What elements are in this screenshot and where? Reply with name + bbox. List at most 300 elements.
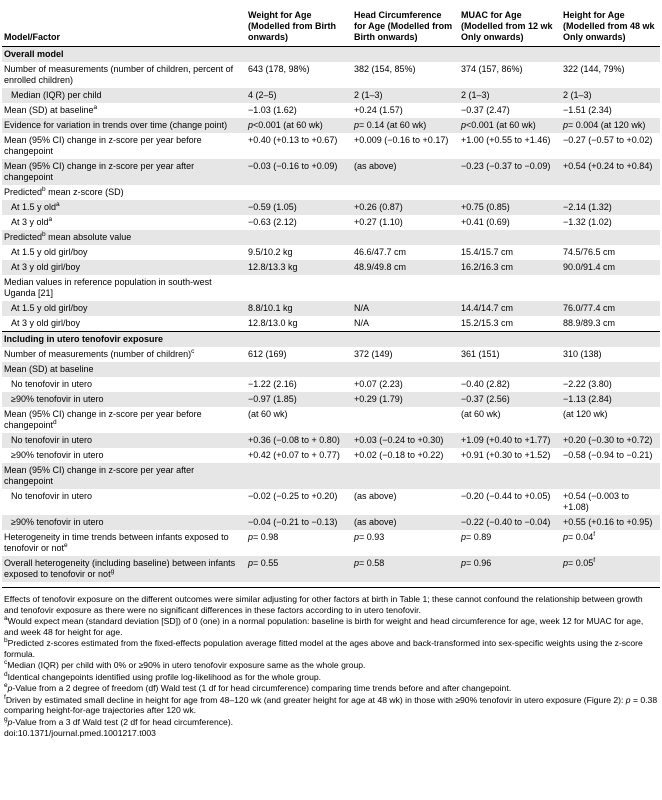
cell-text: 90.0/91.4 cm [563, 262, 616, 272]
cell-text: N/A [354, 318, 370, 328]
cell-value [246, 362, 352, 377]
cell-value [459, 392, 561, 407]
row-label-text: Number of measurements (number of children) [4, 349, 192, 359]
footnote-b: $^b$Predicted z-scores estimated from the fixed-effects population average fitted model at the ages above and back-transformed into sex-specific weights using the z-score formula. [4, 637, 643, 659]
cell-text: 88.9/89.3 cm [563, 318, 616, 328]
row-label-text: Mean (SD) at baseline [4, 105, 94, 115]
cell-value [561, 230, 660, 245]
footnote-marker: f [593, 557, 596, 564]
cell-text: −0.03 (−0.16 to +0.09) [248, 161, 338, 171]
results-table [2, 8, 660, 582]
cell-value [352, 556, 459, 582]
table-row [2, 316, 660, 332]
footnote-marker: b [42, 231, 46, 238]
row-label [2, 200, 246, 215]
cell-value [561, 433, 660, 448]
table-row [2, 245, 660, 260]
cell-value [246, 530, 352, 556]
row-label [2, 362, 246, 377]
cell-value [561, 463, 660, 489]
cell-value [352, 275, 459, 301]
table-row [2, 347, 660, 362]
row-label-text: At 1.5 y old [11, 202, 57, 212]
cell-value [352, 301, 459, 316]
cell-text: = 0.96 [466, 558, 492, 568]
row-label-text: Evidence for variation in trends over time (change point) [4, 120, 228, 130]
cell-value [459, 275, 561, 301]
cell-text: +0.54 (+0.24 to +0.84) [563, 161, 653, 171]
cell-text: = 0.55 [253, 558, 279, 568]
row-label-text: No tenofovir in utero [11, 491, 93, 501]
p-symbol: p [248, 120, 254, 130]
cell-text: 643 (178, 98%) [248, 64, 310, 74]
cell-value [246, 301, 352, 316]
row-label [2, 556, 246, 582]
p-symbol: p [354, 532, 360, 542]
cell-text: (at 120 wk) [563, 409, 608, 419]
cell-value [459, 530, 561, 556]
cell-value [352, 392, 459, 407]
cell-text: 12.8/13.3 kg [248, 262, 298, 272]
cell-text: +0.03 (−0.24 to +0.30) [354, 435, 444, 445]
cell-value [459, 185, 561, 200]
cell-value [561, 62, 660, 88]
cell-text: 322 (144, 79%) [563, 64, 625, 74]
cell-text: −0.59 (1.05) [248, 202, 297, 212]
cell-value [561, 301, 660, 316]
row-label-text: Predicted [4, 187, 43, 197]
cell-value [561, 489, 660, 515]
table-row [2, 88, 660, 103]
cell-value [561, 556, 660, 582]
cell-value [246, 275, 352, 301]
cell-text: −0.40 (2.82) [461, 379, 510, 389]
cell-value [246, 489, 352, 515]
cell-value [459, 463, 561, 489]
cell-text: −1.32 (1.02) [563, 217, 612, 227]
cell-text: 74.5/76.5 cm [563, 247, 616, 257]
footnote-g-text: -Value from a 3 df Wald test (2 df for head circumference). [12, 716, 234, 727]
row-label-text: At 3 y old girl/boy [11, 262, 81, 272]
cell-text: −0.02 (−0.25 to +0.20) [248, 491, 338, 501]
p-symbol: p [461, 558, 467, 568]
p-symbol: p [563, 558, 569, 568]
cell-value [459, 362, 561, 377]
row-label-text: ≥90% tenofovir in utero [11, 394, 104, 404]
cell-text: 612 (169) [248, 349, 287, 359]
row-label-text: Mean (95% CI) change in z-score per year before changepoint [4, 135, 202, 156]
cell-text: +0.27 (1.10) [354, 217, 403, 227]
cell-value [352, 230, 459, 245]
row-label-text: At 3 y old girl/boy [11, 318, 81, 328]
cell-value [459, 215, 561, 230]
cell-text: +0.91 (+0.30 to +1.52) [461, 450, 551, 460]
cell-text: 15.2/15.3 cm [461, 318, 514, 328]
p-symbol: p [461, 120, 467, 130]
p-symbol: p [248, 532, 254, 542]
cell-value [459, 62, 561, 88]
footnote-marker: a [56, 201, 60, 208]
cell-value [561, 316, 660, 332]
row-label-text: No tenofovir in utero [11, 379, 93, 389]
row-label-text: Predicted [4, 232, 43, 242]
cell-value [459, 103, 561, 118]
table-header-row [2, 8, 660, 47]
footnote-marker: b [42, 186, 46, 193]
cell-value [459, 556, 561, 582]
cell-value [561, 215, 660, 230]
row-label [2, 159, 246, 185]
cell-text: −0.20 (−0.44 to +0.05) [461, 491, 551, 501]
cell-value [246, 515, 352, 530]
row-label [2, 103, 246, 118]
footnote-d-text: Identical changepoints identified using profile log-likelihood as for the whole group. [7, 671, 322, 682]
cell-text: −0.23 (−0.37 to −0.09) [461, 161, 551, 171]
row-label-text: No tenofovir in utero [11, 435, 93, 445]
table-row [2, 200, 660, 215]
cell-value [561, 260, 660, 275]
cell-text: +0.20 (−0.30 to +0.72) [563, 435, 653, 445]
footnote-intro-text: Effects of tenofovir exposure on the different outcomes were similar adjusting for other factors at birth in Table 1; these cannot confound the relationship between growth and tenofovir exposure as there were no significant differences in these factors according to in utero tenofovir. [4, 594, 643, 615]
cell-value [459, 245, 561, 260]
table-footnotes [2, 587, 660, 739]
cell-value [246, 118, 352, 133]
cell-text: 14.4/14.7 cm [461, 303, 514, 313]
row-label [2, 407, 246, 433]
cell-text: +0.40 (+0.13 to +0.67) [248, 135, 338, 145]
cell-text: 15.4/15.7 cm [461, 247, 514, 257]
row-label [2, 448, 246, 463]
footnote-f: $^f$Driven by estimated small decline in height for age from 48–120 wk (and greater height for age at 48 wk) in those with ≥90% tenofovir in utero exposure (Figure 2): p = 0.38 comparing height-for-age trajectories after 120 wk. [4, 693, 658, 715]
cell-text: −0.22 (−0.40 to −0.04) [461, 517, 551, 527]
cell-value [561, 530, 660, 556]
cell-value [459, 316, 561, 332]
cell-text: = 0.004 (at 120 wk) [568, 120, 646, 130]
cell-text: (as above) [354, 161, 397, 171]
cell-text: −0.04 (−0.21 to −0.13) [248, 517, 338, 527]
p-symbol: p [354, 558, 360, 568]
cell-value [246, 463, 352, 489]
row-label-text: Heterogeneity in time trends between infants exposed to tenofovir or not [4, 532, 229, 553]
cell-value [459, 377, 561, 392]
row-label-text: At 1.5 y old girl/boy [11, 303, 88, 313]
cell-value [352, 448, 459, 463]
row-label-text: Overall model [4, 49, 64, 59]
row-label [2, 316, 246, 332]
cell-text: −1.13 (2.84) [563, 394, 612, 404]
row-label [2, 433, 246, 448]
table-row [2, 215, 660, 230]
cell-text: 9.5/10.2 kg [248, 247, 293, 257]
cell-text: +0.75 (0.85) [461, 202, 510, 212]
row-label-text-cont: mean absolute value [45, 232, 132, 242]
row-label [2, 62, 246, 88]
cell-value [352, 215, 459, 230]
cell-text: −0.63 (2.12) [248, 217, 297, 227]
row-label [2, 377, 246, 392]
table-row [2, 260, 660, 275]
p-symbol: p [248, 558, 254, 568]
header-weight: Weight for Age (Modelled from Birth onwards) [248, 10, 336, 42]
footnote-d: $^d$Identical changepoints identified using profile log-likelihood as for the whole group. [4, 670, 322, 682]
table-row [2, 489, 660, 515]
header-muac: MUAC for Age (Modelled from 12 wk Only onwards) [461, 10, 553, 42]
cell-value [246, 407, 352, 433]
table-row [2, 407, 660, 433]
footnote-marker: a [48, 216, 53, 223]
footnote-f-text: Driven by estimated small decline in height for age from 48–120 wk (and greater height for age at 48 wk) in those with ≥90% tenofovir in utero exposure (Figure 2): [5, 694, 626, 705]
cell-value [561, 200, 660, 215]
cell-text: +0.42 (+0.07 to + 0.77) [248, 450, 340, 460]
cell-value [352, 118, 459, 133]
table-row [2, 185, 660, 200]
footnote-marker: e [64, 542, 68, 549]
table-row [2, 133, 660, 159]
cell-value [561, 245, 660, 260]
table-row [2, 159, 660, 185]
cell-value [352, 463, 459, 489]
row-label-text: Overall heterogeneity (including baseline) between infants exposed to tenofovir or not [4, 558, 236, 579]
footnote-e-text: -Value from a 2 degree of freedom (df) Wald test (1 df for head circumference) comparing time trends before and after changepoint. [12, 683, 512, 693]
row-label-text: Mean (SD) at baseline [4, 364, 94, 374]
cell-value [459, 433, 561, 448]
table-row [2, 103, 660, 118]
table-row [2, 118, 660, 133]
row-label-text: ≥90% tenofovir in utero [11, 450, 104, 460]
footnote-a-text: Would expect mean (standard deviation [SD]) of 0 (one) in a normal population: baseline is birth for weight and head circumference for age, week 12 for MUAC for age, and week 48 for height for age. [4, 616, 644, 637]
row-label-text: Median (IQR) per child [11, 90, 102, 100]
cell-value [561, 185, 660, 200]
row-label [2, 133, 246, 159]
cell-value [246, 62, 352, 88]
cell-text: (at 60 wk) [248, 409, 288, 419]
header-head: Head Circumference for Age (Modelled from Birth onwards) [354, 10, 453, 42]
cell-text: (at 60 wk) [461, 409, 501, 419]
cell-value [246, 230, 352, 245]
cell-text: +0.26 (0.87) [354, 202, 403, 212]
row-label [2, 260, 246, 275]
cell-value [459, 407, 561, 433]
cell-text: +0.36 (−0.08 to + 0.80) [248, 435, 340, 445]
footnote-marker: f [593, 531, 596, 538]
row-label [2, 245, 246, 260]
cell-value [352, 245, 459, 260]
footnote-c-text: Median (IQR) per child with 0% or ≥90% in utero tenofovir exposure same as the whole group. [7, 660, 366, 670]
cell-text: = 0.05$^f$ [568, 557, 596, 568]
table-body [2, 47, 660, 583]
table-row [2, 392, 660, 407]
table-row [2, 448, 660, 463]
cell-value [459, 448, 561, 463]
row-label-text: Mean (95% CI) change in z-score per year before changepoint [4, 409, 202, 430]
cell-value [352, 362, 459, 377]
cell-text: −0.37 (2.56) [461, 394, 510, 404]
cell-value [352, 62, 459, 88]
cell-text: +0.41 (0.69) [461, 217, 510, 227]
cell-text: 76.0/77.4 cm [563, 303, 616, 313]
cell-value [352, 347, 459, 362]
cell-value [459, 301, 561, 316]
cell-value [561, 448, 660, 463]
cell-text: (as above) [354, 517, 397, 527]
cell-text: = 0.14 (at 60 wk) [359, 120, 427, 130]
cell-text: = 0.58 [359, 558, 385, 568]
p-symbol: p [354, 120, 360, 130]
cell-value [246, 448, 352, 463]
cell-text: 382 (154, 85%) [354, 64, 416, 74]
cell-text: +0.02 (−0.18 to +0.22) [354, 450, 444, 460]
cell-value [352, 515, 459, 530]
cell-value [352, 200, 459, 215]
cell-text: +0.55 (+0.16 to +0.95) [563, 517, 653, 527]
footnote-c: $^c$Median (IQR) per child with 0% or ≥90% in utero tenofovir exposure same as the whole group. [4, 659, 366, 670]
cell-text: 8.8/10.1 kg [248, 303, 293, 313]
row-label-text: ≥90% tenofovir in utero [11, 517, 104, 527]
cell-value [352, 489, 459, 515]
cell-value [352, 185, 459, 200]
cell-value [246, 347, 352, 362]
cell-value [459, 159, 561, 185]
cell-text: = 0.93 [359, 532, 385, 542]
cell-text: = 0.04$^f$ [568, 531, 596, 542]
cell-value [246, 260, 352, 275]
footnote-intro [4, 594, 658, 615]
footnote-marker: c [191, 348, 195, 355]
cell-value [561, 88, 660, 103]
section-row [2, 47, 660, 63]
footnote-marker: g [110, 568, 115, 575]
cell-value [246, 88, 352, 103]
cell-value [459, 88, 561, 103]
cell-value [246, 159, 352, 185]
cell-text: <0.001 (at 60 wk) [253, 120, 323, 130]
table-row [2, 62, 660, 88]
cell-value [352, 377, 459, 392]
footnote-g: $^g$p-Value from a 3 df Wald test (2 df for head circumference). [4, 715, 234, 727]
cell-text: 310 (138) [563, 349, 602, 359]
cell-value [246, 556, 352, 582]
cell-value [561, 118, 660, 133]
cell-text: +1.00 (+0.55 to +1.46) [461, 135, 551, 145]
cell-value [246, 392, 352, 407]
table-row [2, 433, 660, 448]
cell-value [561, 133, 660, 159]
row-label [2, 463, 246, 489]
row-label [2, 230, 246, 245]
cell-value [246, 185, 352, 200]
cell-text: −0.58 (−0.94 to −0.21) [563, 450, 653, 460]
row-label-text: Median values in reference population in south-west Uganda [21] [4, 277, 212, 298]
row-label [2, 530, 246, 556]
cell-text: 2 (1–3) [354, 90, 383, 100]
cell-value [459, 515, 561, 530]
cell-value [459, 200, 561, 215]
cell-text: +0.29 (1.79) [354, 394, 403, 404]
cell-text: 361 (151) [461, 349, 500, 359]
footnote-e: $^e$p-Value from a 2 degree of freedom (df) Wald test (1 df for head circumference) comparing time trends before and after changepoint. [4, 682, 512, 693]
cell-text: −0.27 (−0.57 to +0.02) [563, 135, 653, 145]
footnote-f2-text: = 0.38 comparing height-for-age trajectories after 120 wk. [4, 694, 658, 715]
doi-link[interactable] [4, 728, 658, 739]
cell-value [246, 433, 352, 448]
row-label-text: Number of measurements (number of children, percent of enrolled children) [4, 64, 234, 85]
row-label-text-cont: mean z-score (SD) [45, 187, 124, 197]
cell-value [246, 215, 352, 230]
cell-value [352, 88, 459, 103]
header-model: Model/Factor [4, 32, 61, 42]
cell-value [352, 407, 459, 433]
row-label-text: At 1.5 y old girl/boy [11, 247, 88, 257]
row-label [2, 332, 660, 348]
table-row [2, 515, 660, 530]
cell-text: −2.22 (3.80) [563, 379, 612, 389]
cell-text: 16.2/16.3 cm [461, 262, 514, 272]
cell-value [352, 530, 459, 556]
cell-value [459, 347, 561, 362]
table-row [2, 530, 660, 556]
cell-value [352, 103, 459, 118]
row-label-text: At 3 y old [11, 217, 49, 227]
cell-value [246, 377, 352, 392]
table-row [2, 377, 660, 392]
cell-text: 46.6/47.7 cm [354, 247, 407, 257]
cell-value [459, 260, 561, 275]
table-row [2, 275, 660, 301]
table-row [2, 301, 660, 316]
cell-text: +0.07 (2.23) [354, 379, 403, 389]
p-symbol: p [563, 532, 569, 542]
cell-text: N/A [354, 303, 370, 313]
row-label [2, 88, 246, 103]
row-label [2, 118, 246, 133]
cell-value [246, 200, 352, 215]
table-row [2, 463, 660, 489]
cell-text: −2.14 (1.32) [563, 202, 612, 212]
cell-value [561, 407, 660, 433]
cell-text: 2 (1–3) [563, 90, 592, 100]
cell-text: −0.97 (1.85) [248, 394, 297, 404]
cell-value [246, 316, 352, 332]
cell-text: = 0.98 [253, 532, 279, 542]
cell-text: −1.03 (1.62) [248, 105, 297, 115]
footnote-a: $^a$Would expect mean (standard deviation [SD]) of 0 (one) in a normal population: baseline is birth for weight and head circumference for age, week 12 for MUAC for age, and week 48 for height for age. [4, 615, 644, 637]
cell-text: −1.51 (2.34) [563, 105, 612, 115]
cell-value [561, 347, 660, 362]
row-label-text: Including in utero tenofovir exposure [4, 334, 164, 344]
cell-text: +0.24 (1.57) [354, 105, 403, 115]
table-row [2, 362, 660, 377]
cell-value [561, 515, 660, 530]
cell-text: +1.09 (+0.40 to +1.77) [461, 435, 551, 445]
table-row [2, 556, 660, 582]
cell-text: = 0.89 [466, 532, 492, 542]
doi-text[interactable]: doi:10.1371/journal.pmed.1001217.t003 [4, 728, 156, 738]
cell-text: +0.009 (−0.16 to +0.17) [354, 135, 449, 145]
table-row [2, 230, 660, 245]
p-symbol: p [461, 532, 467, 542]
cell-value [561, 392, 660, 407]
row-label [2, 215, 246, 230]
row-label [2, 301, 246, 316]
footnote-marker: d [53, 419, 57, 426]
cell-value [561, 275, 660, 301]
cell-text: 4 (2–5) [248, 90, 277, 100]
p-symbol: p [563, 120, 569, 130]
cell-text: +0.54 (−0.003 to +1.08) [563, 491, 630, 512]
row-label [2, 47, 660, 63]
row-label-text: Mean (95% CI) change in z-score per year after changepoint [4, 465, 195, 486]
cell-text: <0.001 (at 60 wk) [466, 120, 536, 130]
